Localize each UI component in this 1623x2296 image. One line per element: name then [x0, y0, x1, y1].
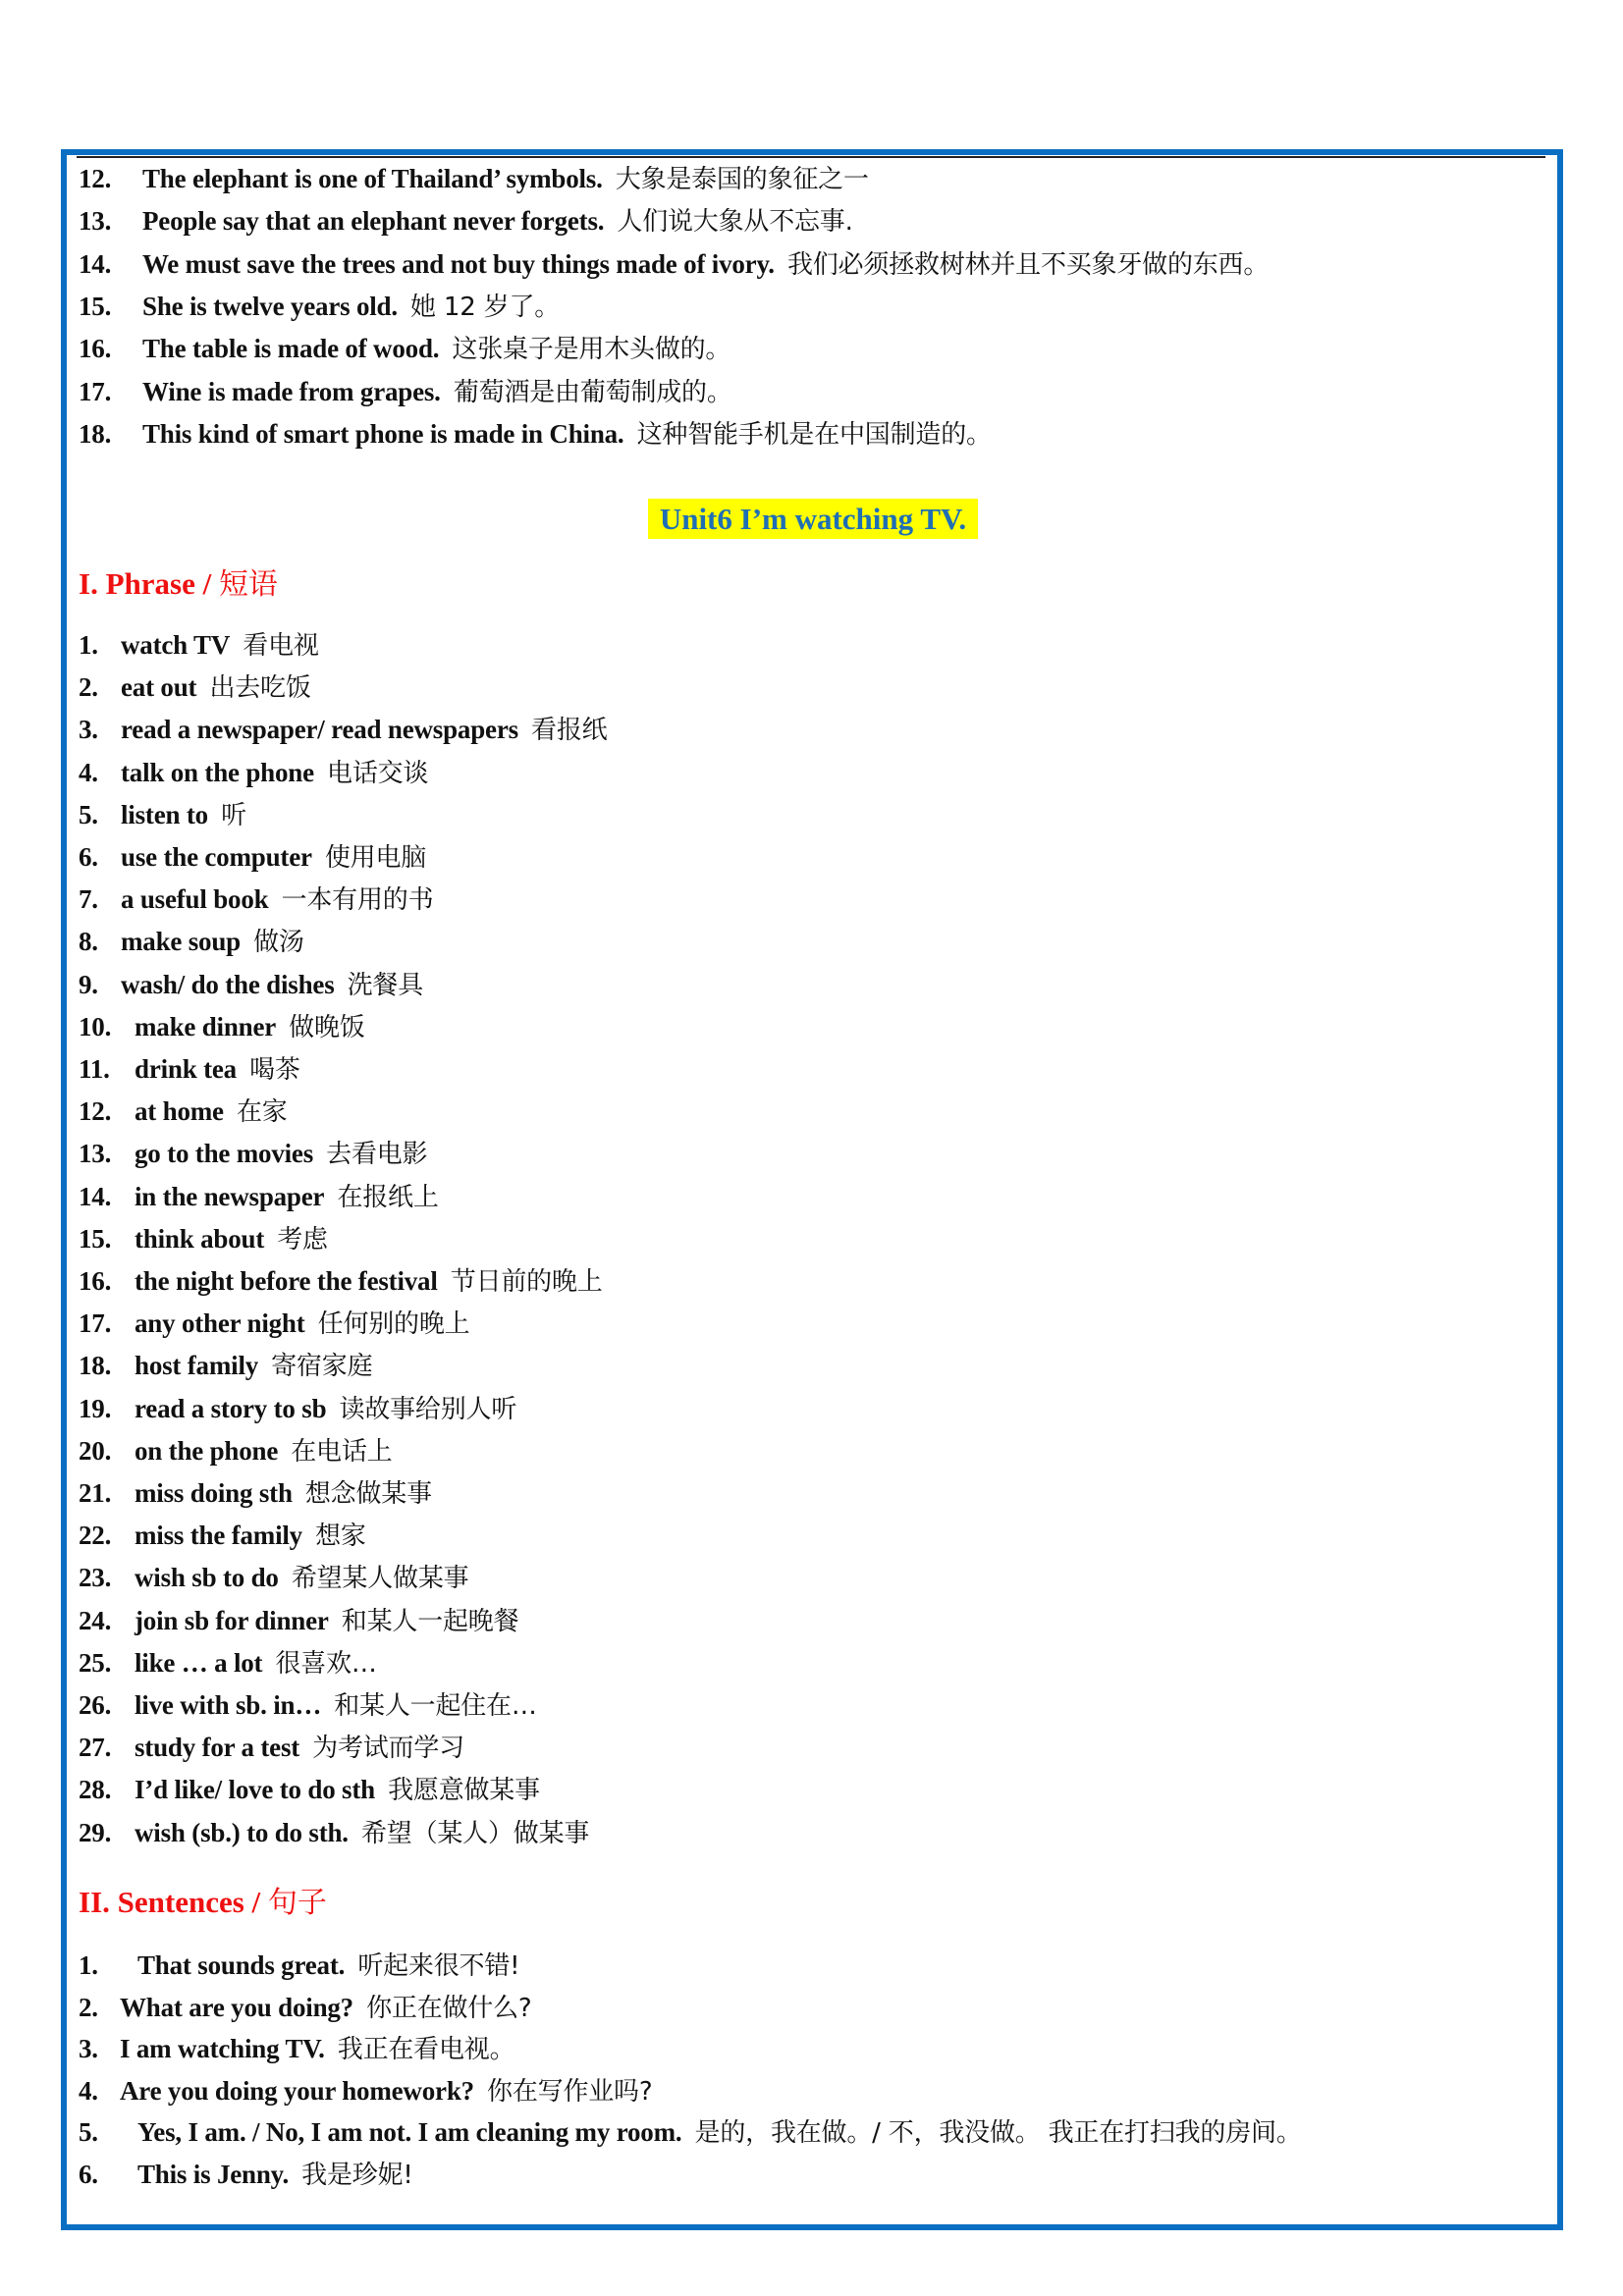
item-chinese: 听起来很不错!	[357, 1951, 520, 1981]
item-chinese: 你正在做什么?	[366, 1993, 532, 2023]
list-item	[79, 417, 992, 451]
item-text	[121, 628, 319, 663]
item-text	[135, 1773, 540, 1807]
item-chinese: 电话交谈	[327, 758, 429, 788]
item-chinese: 寄宿家庭	[271, 1352, 373, 1382]
list-item	[79, 1731, 464, 1764]
item-chinese: 她 12 岁了。	[410, 292, 561, 322]
list-item	[79, 1949, 520, 1982]
item-english: a useful book	[121, 884, 269, 915]
item-number: 16.	[79, 334, 112, 364]
item-number: 24.	[79, 1605, 112, 1635]
list-item	[79, 925, 304, 958]
list-item	[79, 2074, 653, 2108]
item-text	[142, 417, 992, 452]
list-item	[79, 162, 869, 195]
list-item	[79, 1688, 537, 1722]
item-text	[135, 1052, 300, 1087]
item-text	[142, 162, 869, 196]
item-english: We must save the trees and not buy things made of ivory.	[142, 248, 775, 279]
item-chinese: 节日前的晚上	[450, 1267, 603, 1297]
item-number: 12.	[79, 1096, 112, 1127]
item-number: 11.	[79, 1054, 110, 1084]
item-english: This kind of smart phone is made in China.	[142, 418, 624, 449]
item-number: 15.	[79, 291, 112, 321]
item-number: 2.	[79, 672, 98, 703]
list-item	[79, 247, 1270, 281]
item-text	[135, 1307, 469, 1341]
item-number: 1.	[79, 630, 98, 660]
item-text	[121, 968, 423, 1002]
list-item	[79, 1010, 365, 1043]
item-chinese: 我们必须拯救树林并且不买象牙做的东西。	[786, 249, 1270, 280]
item-number: 21.	[79, 1478, 112, 1508]
list-item	[79, 1095, 288, 1128]
item-chinese: 做晚饭	[289, 1012, 365, 1042]
item-number: 14.	[79, 248, 112, 279]
item-chinese: 和某人一起住在…	[334, 1691, 537, 1721]
item-number: 18.	[79, 418, 112, 449]
item-english: wish (sb.) to do sth.	[135, 1817, 349, 1847]
item-number: 17.	[79, 1308, 112, 1339]
item-text	[121, 882, 433, 917]
list-item	[79, 1052, 300, 1086]
item-number: 13.	[79, 1139, 112, 1169]
phrase-heading-zh: 短语	[218, 567, 278, 602]
list-item	[79, 1434, 393, 1468]
item-number: 6.	[79, 2160, 98, 2189]
item-number: 3.	[79, 715, 98, 745]
item-text	[135, 1519, 366, 1553]
item-chinese: 任何别的晚上	[317, 1309, 470, 1340]
item-number: 8.	[79, 927, 98, 957]
item-chinese: 考虑	[277, 1224, 328, 1255]
list-item	[79, 375, 732, 408]
list-item	[79, 204, 853, 238]
item-english: watch TV	[121, 630, 231, 660]
item-chinese: 听	[221, 800, 246, 830]
item-text	[135, 1222, 328, 1256]
item-english: like … a lot	[135, 1647, 263, 1678]
item-number: 7.	[79, 884, 98, 915]
item-chinese: 出去吃饭	[209, 673, 311, 704]
list-item	[79, 1307, 470, 1340]
item-chinese: 在家	[236, 1097, 288, 1128]
item-text	[142, 290, 560, 324]
list-item	[79, 840, 427, 874]
item-english: I’d like/ love to do sth	[135, 1775, 375, 1805]
item-chinese: 这张桌子是用木头做的。	[452, 335, 731, 365]
item-number: 4.	[79, 2075, 98, 2106]
sentences-heading-en: II. Sentences /	[79, 1885, 261, 1919]
top-divider	[77, 156, 1545, 158]
item-english: read a newspaper/ read newspapers	[121, 715, 518, 745]
item-chinese: 使用电脑	[324, 843, 427, 873]
item-text	[121, 670, 311, 705]
item-text	[135, 1349, 372, 1383]
item-number: 3.	[79, 2034, 98, 2064]
item-chinese: 想念做某事	[304, 1479, 432, 1509]
item-english: The elephant is one of Thailand’ symbols.	[142, 164, 603, 193]
item-english: the night before the festival	[135, 1266, 438, 1296]
item-english: read a story to sb	[135, 1393, 327, 1423]
item-text	[135, 1180, 439, 1214]
phrase-heading-en: I. Phrase /	[79, 566, 212, 601]
item-chinese: 一本有用的书	[281, 885, 434, 916]
item-english: in the newspaper	[135, 1181, 325, 1211]
list-item	[79, 1519, 366, 1552]
item-number: 4.	[79, 757, 98, 787]
item-text	[135, 1646, 377, 1681]
item-text	[135, 1731, 464, 1765]
item-chinese: 喝茶	[249, 1055, 300, 1085]
list-item	[79, 1773, 540, 1806]
item-english: make dinner	[135, 1011, 277, 1041]
item-text	[135, 1561, 468, 1595]
item-number: 20.	[79, 1435, 112, 1466]
list-item	[79, 2158, 413, 2191]
item-english: miss doing sth	[135, 1478, 293, 1508]
item-number: 17.	[79, 376, 112, 406]
item-number: 5.	[79, 2117, 98, 2148]
unit-title: Unit6 I’m watching TV.	[648, 499, 978, 539]
list-item	[79, 332, 731, 365]
item-text	[142, 247, 1269, 282]
list-item	[79, 1561, 469, 1594]
item-text	[142, 332, 730, 366]
item-text	[135, 1688, 537, 1723]
item-chinese: 和某人一起晚餐	[341, 1606, 519, 1636]
item-text	[120, 1991, 532, 2025]
list-item	[79, 756, 429, 789]
item-english: miss the family	[135, 1521, 302, 1551]
item-english: live with sb. in…	[135, 1690, 322, 1720]
list-item	[79, 1180, 439, 1213]
item-text	[121, 840, 426, 875]
item-english: host family	[135, 1351, 259, 1381]
item-text	[137, 2158, 413, 2192]
item-english: at home	[135, 1096, 224, 1127]
item-english: study for a test	[135, 1733, 300, 1763]
item-chinese: 读故事给别人听	[339, 1394, 517, 1424]
item-english: eat out	[121, 672, 197, 703]
item-english: wash/ do the dishes	[121, 969, 335, 999]
item-chinese: 人们说大象从不忘事.	[617, 207, 853, 238]
list-item	[79, 1137, 428, 1170]
item-chinese: 是的，我在做。/ 不，我没做。 我正在打扫我的房间。	[694, 2118, 1302, 2149]
item-english: use the computer	[121, 842, 312, 872]
item-chinese: 去看电影	[326, 1140, 428, 1170]
list-item	[79, 1476, 432, 1510]
item-number: 12.	[79, 164, 112, 193]
item-chinese: 想家	[315, 1522, 366, 1552]
sentences-heading	[79, 1883, 327, 1922]
list-item	[79, 1991, 532, 2024]
item-number: 6.	[79, 842, 98, 872]
item-english: on the phone	[135, 1435, 279, 1466]
item-number: 28.	[79, 1775, 112, 1805]
item-chinese: 洗餐具	[347, 970, 424, 1000]
item-english: make soup	[121, 927, 241, 957]
item-text	[121, 713, 607, 747]
list-item	[79, 1392, 517, 1425]
item-text	[121, 798, 246, 832]
item-text	[135, 1095, 288, 1129]
item-chinese: 看报纸	[531, 716, 608, 746]
item-chinese: 看电视	[243, 631, 319, 661]
item-chinese: 我正在看电视。	[337, 2035, 515, 2065]
item-english: talk on the phone	[121, 757, 314, 787]
item-text	[142, 375, 732, 409]
item-english: What are you doing?	[120, 1992, 353, 2022]
list-item	[79, 1816, 590, 1849]
item-text	[120, 2074, 652, 2109]
item-text	[135, 1264, 603, 1299]
item-chinese: 希望（某人）做某事	[360, 1818, 590, 1848]
item-text	[135, 1604, 518, 1638]
item-english: wish sb to do	[135, 1563, 279, 1593]
item-chinese: 很喜欢…	[275, 1648, 377, 1679]
item-english: She is twelve years old.	[142, 291, 398, 321]
list-item	[79, 798, 246, 831]
item-chinese: 在报纸上	[337, 1182, 439, 1212]
item-number: 29.	[79, 1817, 112, 1847]
item-text	[135, 1010, 365, 1044]
item-text	[142, 204, 853, 239]
item-number: 2.	[79, 1992, 98, 2022]
item-english: join sb for dinner	[135, 1605, 329, 1635]
list-item	[79, 290, 561, 323]
item-chinese: 这种智能手机是在中国制造的。	[636, 419, 992, 450]
item-english: drink tea	[135, 1054, 237, 1084]
item-text	[135, 1816, 589, 1850]
item-number: 1.	[79, 1950, 98, 1980]
item-english: think about	[135, 1223, 265, 1254]
item-english: The table is made of wood.	[142, 334, 440, 364]
list-item	[79, 670, 311, 704]
item-english: go to the movies	[135, 1139, 314, 1169]
item-number: 27.	[79, 1733, 112, 1763]
item-english: any other night	[135, 1308, 305, 1339]
sentences-heading-zh: 句子	[267, 1886, 327, 1920]
item-number: 13.	[79, 206, 112, 237]
item-chinese: 为考试而学习	[312, 1734, 464, 1764]
item-number: 5.	[79, 799, 98, 829]
item-text	[135, 1392, 516, 1426]
list-item	[79, 882, 434, 916]
item-number: 16.	[79, 1266, 112, 1296]
item-chinese: 希望某人做某事	[291, 1564, 469, 1594]
list-item	[79, 2115, 1302, 2149]
item-english: Wine is made from grapes.	[142, 376, 441, 406]
item-text	[137, 2115, 1302, 2150]
item-chinese: 我是珍妮!	[301, 2161, 413, 2190]
item-text	[121, 925, 304, 959]
item-chinese: 我愿意做某事	[388, 1776, 540, 1806]
item-text	[120, 2032, 514, 2066]
item-chinese: 葡萄酒是由葡萄制成的。	[453, 377, 732, 407]
item-number: 19.	[79, 1393, 112, 1423]
item-number: 22.	[79, 1521, 112, 1551]
item-text	[135, 1434, 392, 1468]
item-english: Yes, I am. / No, I am not. I am cleaning my room.	[137, 2117, 682, 2148]
item-text	[137, 1949, 519, 1983]
phrase-heading	[79, 564, 278, 604]
item-number: 26.	[79, 1690, 112, 1720]
list-item	[79, 1604, 519, 1637]
item-text	[135, 1137, 427, 1171]
item-number: 23.	[79, 1563, 112, 1593]
list-item	[79, 628, 319, 662]
item-chinese: 做汤	[253, 928, 304, 958]
item-english: That sounds great.	[137, 1950, 346, 1980]
list-item	[79, 713, 608, 746]
list-item	[79, 1349, 373, 1382]
item-chinese: 大象是泰国的象征之一	[615, 165, 869, 194]
list-item	[79, 1646, 377, 1680]
item-number: 14.	[79, 1181, 112, 1211]
item-english: This is Jenny.	[137, 2160, 290, 2189]
item-english: listen to	[121, 799, 208, 829]
item-chinese: 你在写作业吗?	[487, 2076, 653, 2107]
item-text	[121, 756, 428, 790]
item-english: Are you doing your homework?	[120, 2075, 474, 2106]
item-text	[135, 1476, 432, 1511]
list-item	[79, 968, 424, 1001]
item-number: 25.	[79, 1647, 112, 1678]
item-number: 10.	[79, 1011, 112, 1041]
item-english: People say that an elephant never forgets.	[142, 206, 605, 237]
item-number: 18.	[79, 1351, 112, 1381]
item-english: I am watching TV.	[120, 2034, 325, 2064]
item-number: 9.	[79, 969, 98, 999]
list-item	[79, 2032, 515, 2065]
item-chinese: 在电话上	[291, 1436, 393, 1467]
item-number: 15.	[79, 1223, 112, 1254]
list-item	[79, 1264, 603, 1298]
list-item	[79, 1222, 328, 1255]
